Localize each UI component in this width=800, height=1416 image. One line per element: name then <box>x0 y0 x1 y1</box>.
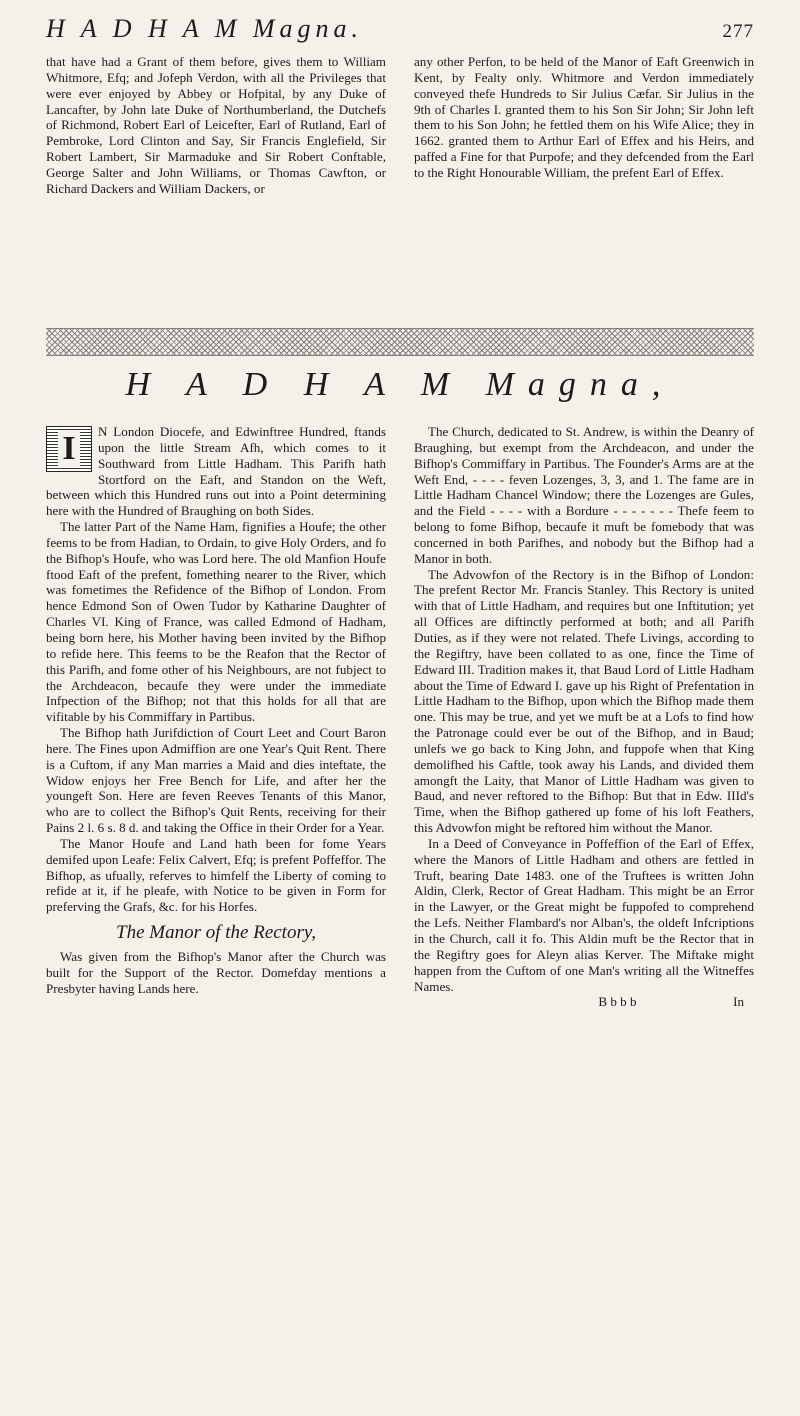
paragraph: The latter Part of the Name Ham, fignifies a Houfe; the other feems to be from Hadian, to Ordain, to give Holy Orders, and fo the Bifhop's Houfe, who was Lord here. The old Manfion Houfe ftood Eaft of the prefent, fomething nearer to the River, which was fometimes the Refidence of the Bifhop of London. From hence Edmond Son of Owen Tudor by Katharine Daughter of Charles VI. King of France, was called Edmond of Hadham, being born here, his Mother having been invited by the Bifhop to refide here. This feems to be the Reafon that the Rector of this Parifh, and fome other of his Neighbours, are not fubject to the Archdeacon, becaufe they were under the immediate Infpection of the Bifhop; not that this holds for all that are vifitable by his Commiffary in Partibus. <box>46 519 386 725</box>
paragraph: In a Deed of Conveyance in Poffeffion of the Earl of Effex, where the Manors of Little Hadham and others are fettled in Truft, bearing Date 1483. one of the Truftees is written John Aldin, Clerk, Rector of Great Hadham. This might be an Error in the Lawyer, or the Great might be fuppofed to comprehend the Lefs. Neither Flambard's nor Alban's, the oldeft Infcriptions in the Church, call it fo. This Aldin muft be the Rector that in the Regiftry goes for Aleyn alias Kerver. The Miftake might happen from the Cuftom of one Man's writing all the Witneffes Names. <box>414 835 754 994</box>
paragraph: Was given from the Bifhop's Manor after the Church was built for the Support of the Rector. Domefday mentions a Presbyter having Lands here. <box>46 949 386 996</box>
paragraph: The Advowfon of the Rectory is in the Bifhop of London: The prefent Rector Mr. Francis Stanley. This Rectory is united with that of Little Hadham, and requires but one Inftitution; yet all Offices are diftinctly performed at both; and all Parifh Duties, as if they were not related. Thefe Livings, according to the Regiftry, have been collated to as one, fince the Time of Edward III. Tradition makes it, that Baud Lord of Little Hadham about the Time of Edward I. gave up his Right of Prefentation in Little Hadham to the Bifhop, upon which the Bifhop made them one. This may be true, and yet we muft be at a Lofs to find how the Patronage could ever be out of the Bifhop, and in Baud; unlefs we go back to King John, and fuppofe when that King demolifhed his Caftle, took away his Lands, and divided them amongft the Laity, that Manor of Little Hadham was given to Baud, and never reftored to the Bifhop: But that in Edw. IIId's Time, when the Bifhop gathered up fome of his loft Feathers, this Advowfon might be reftored him without the Manor. <box>414 566 754 836</box>
drop-cap <box>46 426 92 472</box>
top-section <box>46 54 754 314</box>
paragraph: The Bifhop hath Jurifdiction of Court Leet and Court Baron here. The Fines upon Admiffion are one Year's Quit Rent. There is a Cuftom, if any Man marries a Maid and dies inteftate, the Widow enjoys her Free Bench for Life, and after her the youngeft Son. Here are feven Reeves Tenants of this Manor, who are to collect the Bifhop's Quit Rents, receiving for their Pains 2 l. 6 s. 8 d. and taking the Office in their Order for a Year. <box>46 725 386 836</box>
section-title: H A D H A M Magna, <box>125 366 675 403</box>
top-right-text: any other Perfon, to be held of the Manor of Eaft Greenwich in Kent, by Fealty only. Whitmore and Verdon immediately conveyed thefe Hundreds to Sir Julius Cæfar. Sir Julius in the 9th of Charles I. granted them to his Son Sir John; Sir John left them to his Son John; he fettled them on his Wife Alice; they in 1662. granted them to Arthur Earl of Effex and his Heirs, and paffed a Fine for that Purpofe; and they defcended from the Earl to the Right Honourable William, the prefent Earl of Effex. <box>414 54 754 180</box>
top-left-column <box>46 54 386 314</box>
paragraph: The Manor Houfe and Land hath been for fome Years demifed upon Leafe: Felix Calvert, Efq; is prefent Poffeffor. The Bifhop, as ufually, referves to himfelf the Liberty of coming to refide at it, if he pleafe, with Notice to be given in Form for preferving the Grafs, &c. for his Horfes. <box>46 835 386 915</box>
running-title: H A D H A M Magna. <box>46 14 364 43</box>
catchword: In <box>733 994 744 1010</box>
left-column <box>46 424 386 1010</box>
body-columns <box>46 424 754 1010</box>
drop-cap-letter: I <box>58 430 79 467</box>
signature-and-catchword <box>414 994 754 1010</box>
signature-mark: B b b b <box>598 994 637 1010</box>
paragraph: N London Diocefe, and Edwinftree Hundred, ftands upon the little Stream Afh, which comes to it Southward from Little Hadham. This Parifh hath Stortford on the Eaft, and Standon on the Weft, between which this Hundred runs out into a Point determining here with the Hundred of Braughing on both Sides. <box>46 424 386 519</box>
page-number: 277 <box>722 21 754 42</box>
paragraph: The Church, dedicated to St. Andrew, is within the Deanry of Braughing, but exempt from the Archdeacon, and under the Bifhop's Commiffary in Partibus. The Founder's Arms are at the Weft End, - - - - feven Lozenges, 3, 3, and 1. The fame are in Little Hadham Chancel Window; there the Lozenges are Gules, and the Field - - - - with a Bordure - - - - - - - Thefe feem to belong to fome Bifhop, becaufe it muft be fomebody that was concerned in both Parifhes, and nobody but the Bifhop had a Manor in both. <box>414 424 754 566</box>
top-right-column <box>414 54 754 314</box>
right-column <box>414 424 754 1010</box>
ornamental-band <box>46 328 754 356</box>
top-left-text: that have had a Grant of them before, gives them to William Whitmore, Efq; and Jofeph Verdon, with all the Privileges that were ever enjoyed by Abbey or Hofpital, by any Duke of Lancafter, by John late Duke of Northumberland, the Dutchefs of Richmond, Robert Earl of Leicefter, Earl of Rutland, Earl of Pembroke, Lord Clinton and Say, Sir Francis Englefield, Sir Robert Lambert, Sir Marmaduke and Sir Robert Conftable, George Salter and John Williams, or Thomas Cawfton, or Richard Dackers and William Dackers, or <box>46 54 386 196</box>
running-head <box>46 14 754 48</box>
sub-heading: The Manor of the Rectory, <box>116 922 316 944</box>
